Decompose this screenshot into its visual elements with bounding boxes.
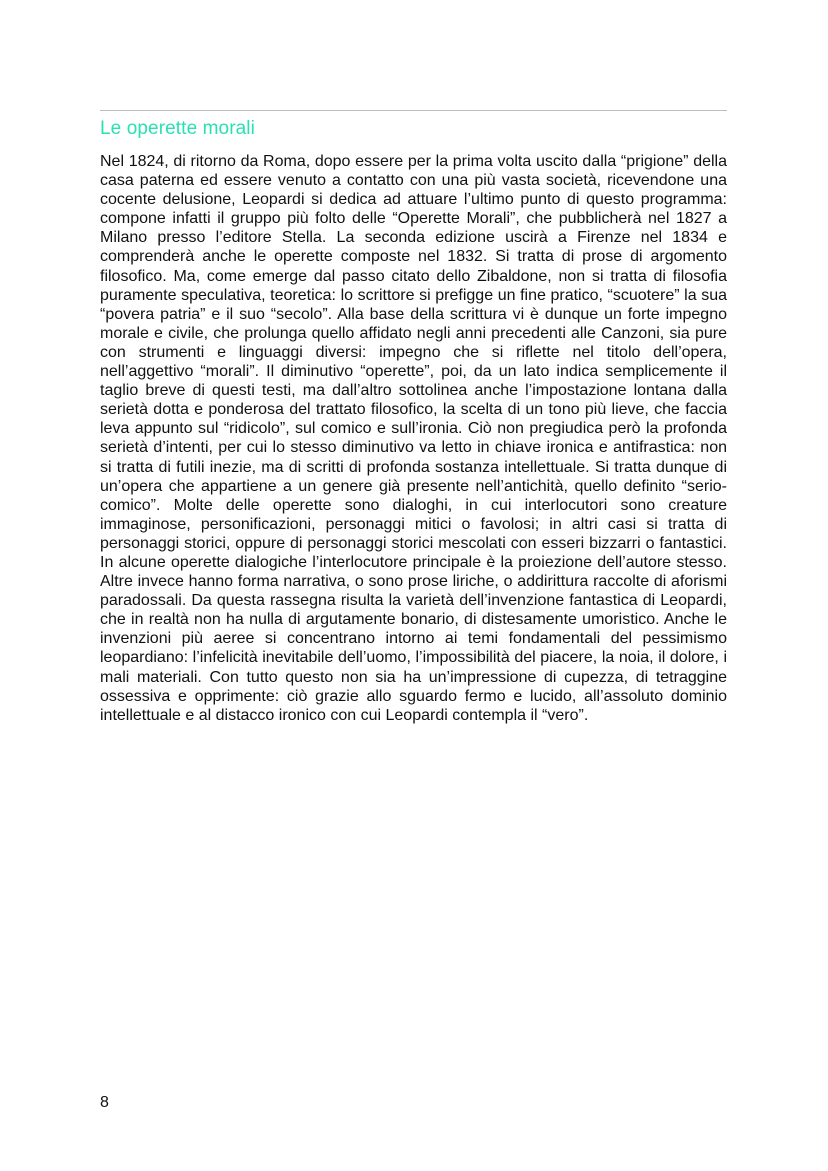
section-body-paragraph: Nel 1824, di ritorno da Roma, dopo essere per la prima volta uscito dalla “prigione” della casa paterna ed essere venuto a contatto con una più vasta società, ricevendone una cocente delusione, Leopardi si dedica ad attuare l’ultimo punto di questo programma: compone infatti il gruppo più folto delle “Operette Morali”, che pubblicherà nel 1827 a Milano presso l’editore Stella. La seconda edizione uscirà a Firenze nel 1834 e comprenderà anche le operette composte nel 1832. Si tratta di prose di argomento filosofico. Ma, come emerge dal passo citato dello Zibaldone, non si tratta di filosofia puramente speculativa, teoretica: lo scrittore si prefigge un fine pratico, “scuotere” la sua “povera patria” e il suo “secolo”. Alla base della scrittura vi è dunque un forte impegno morale e civile, che prolunga quello affidato negli anni precedenti alle Canzoni, sia pure con strumenti e linguaggi diversi: impegno che si riflette nel titolo dell’opera, nell’aggettivo “morali”. Il diminutivo “operette”, poi, da un lato indica semplicemente il taglio breve di questi testi, ma dall’altro sottolinea anche l’impostazione lontana dalla serietà dotta e ponderosa del trattato filosofico, la scelta di un tono più lieve, che faccia leva appunto sul “ridicolo”, sul comico e sull’ironia. Ciò non pregiudica però la profonda serietà d’intenti, per cui lo stesso diminutivo va letto in chiave ironica e antifrastica: non si tratta di futili inezie, ma di scritti di profonda sostanza intellettuale. Si tratta dunque di un’opera che appartiene a un genere già presente nell’antichità, quello definito “serio-comico”. Molte delle operette sono dialoghi, in cui interlocutori sono creature immaginose, personificazioni, personaggi mitici o favolosi; in altri casi si tratta di personaggi storici, oppure di personaggi storici mescolati con esseri bizzarri o fantastici. In alcune operette dialogiche l’interlocutore principale è la proiezione dell’autore stesso. Altre invece hanno forma narrativa, o sono prose liriche, o addirittura raccolte di aforismi paradossali. Da questa rassegna risulta la varietà dell’invenzione fantastica di Leopardi, che in realtà non ha nulla di argutamente bonario, di distesamente umoristico. Anche le invenzioni più aeree si concentrano intorno ai temi fondamentali del pessimismo leopardiano: l’infelicità inevitabile dell’uomo, l’impossibilità del piacere, la noia, il dolore, i mali materiali. Con tutto questo non sia ha un’impressione di cupezza, di tetraggine ossessiva e opprimente: ciò grazie allo sguardo fermo e lucido, all’assoluto dominio intellettuale e al distacco ironico con cui Leopardi contempla il “vero”. (100, 153, 727, 724)
section-divider (100, 110, 727, 111)
page-number: 8 (100, 1094, 109, 1111)
section-title: Le operette morali (100, 118, 255, 139)
